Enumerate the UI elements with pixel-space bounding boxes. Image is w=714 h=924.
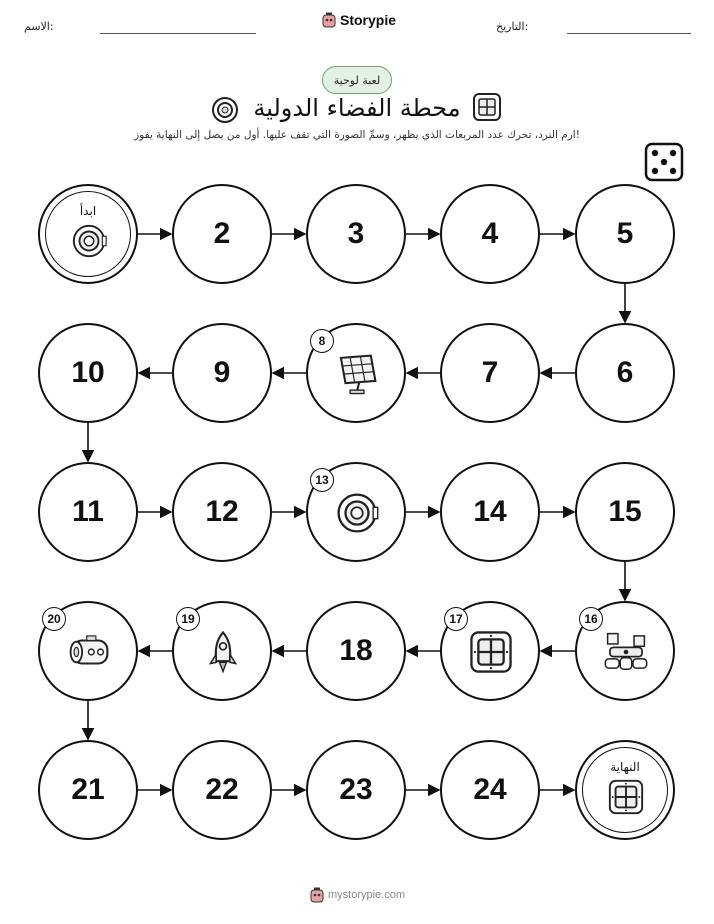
window-icon [468, 629, 514, 679]
date-label: التاريخ: [496, 20, 529, 33]
space-number: 24 [473, 773, 507, 806]
board-space-6 [575, 323, 675, 423]
porthole-icon [70, 222, 108, 264]
capsule-module-icon [66, 629, 112, 679]
board-space-21 [38, 740, 138, 840]
space-number: 3 [347, 217, 365, 250]
start-space [38, 184, 138, 284]
space-number-badge: 16 [579, 607, 603, 631]
space-number: 7 [481, 356, 499, 389]
solar-panel-icon [334, 351, 380, 401]
board-space-22 [172, 740, 272, 840]
space-number: 2 [213, 217, 231, 250]
brand-name: Storypie [340, 12, 397, 28]
space-number: 11 [72, 495, 104, 528]
window-icon [607, 778, 645, 820]
board-space-14 [440, 462, 540, 562]
space-number: 22 [205, 773, 239, 806]
finish-space [575, 740, 675, 840]
space-number: 18 [339, 634, 373, 667]
board-space-3 [306, 184, 406, 284]
board-space-12 [172, 462, 272, 562]
board-space-9 [172, 323, 272, 423]
start-label: ابدأ [79, 204, 97, 218]
space-number-badge: 8 [310, 329, 334, 353]
name-label: الاسم: [24, 20, 54, 33]
board-space-2 [172, 184, 272, 284]
space-number: 10 [71, 356, 105, 389]
board-space-5 [575, 184, 675, 284]
space-number: 21 [71, 773, 105, 806]
board-space-7 [440, 323, 540, 423]
footer [310, 887, 405, 903]
space-number: 12 [205, 495, 239, 528]
space-number: 15 [608, 495, 642, 528]
space-station-icon [603, 629, 649, 679]
footer-site: mystorypie.com [328, 889, 406, 901]
board-space-11 [38, 462, 138, 562]
space-number-badge: 17 [444, 607, 468, 631]
page-title: محطة الفضاء الدولية [253, 94, 461, 122]
porthole-icon [334, 490, 380, 540]
board-space-18 [306, 601, 406, 701]
board-space-23 [306, 740, 406, 840]
board-space-24 [440, 740, 540, 840]
space-number-badge: 20 [42, 607, 66, 631]
space-number: 23 [339, 773, 373, 806]
board-space-4 [440, 184, 540, 284]
space-number-badge: 19 [176, 607, 200, 631]
mascot-icon [310, 887, 324, 903]
game-type-badge: لعبة لوحية [322, 66, 392, 94]
board-space-15 [575, 462, 675, 562]
space-number: 6 [616, 356, 634, 389]
finish-label: النهاية [610, 760, 640, 774]
space-number: 5 [616, 217, 634, 250]
space-number: 9 [213, 356, 231, 389]
space-number: 14 [473, 495, 507, 528]
space-number-badge: 13 [310, 468, 334, 492]
space-number: 4 [481, 217, 499, 250]
instructions: ارم النرد، تحرك عدد المربعات الذي يظهر، وسمِّ الصورة التي تقف عليها. أول من يصل إلى النهاية يفوز! [134, 129, 580, 141]
board-space-10 [38, 323, 138, 423]
rocket-icon [200, 629, 246, 679]
